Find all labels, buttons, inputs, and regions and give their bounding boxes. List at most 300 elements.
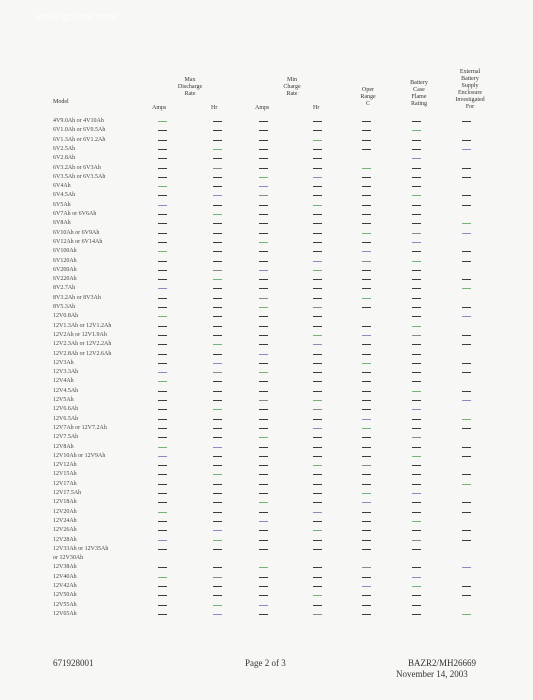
dash-mark (362, 577, 371, 578)
table-row (0, 117, 533, 126)
model-cell: 12V33Ah or 12V35Ah (53, 545, 109, 552)
dash-mark (259, 512, 268, 513)
table-row (0, 563, 533, 572)
table-row (0, 247, 533, 256)
dash-mark (313, 168, 322, 169)
dash-mark (412, 261, 421, 262)
dash-mark (158, 391, 167, 392)
dash-mark (259, 549, 268, 550)
table-row (0, 452, 533, 461)
dash-mark (213, 214, 222, 215)
dash-mark (462, 456, 471, 457)
table-row (0, 154, 533, 163)
dash-mark (462, 121, 471, 122)
dash-mark (213, 298, 222, 299)
dash-mark (412, 409, 421, 410)
model-cell: 6V220Ah (53, 276, 77, 283)
dash-mark (213, 512, 222, 513)
dash-mark (362, 335, 371, 336)
dash-mark (259, 298, 268, 299)
dash-mark (259, 437, 268, 438)
header-line: For (465, 104, 475, 110)
dash-mark (412, 521, 421, 522)
table-row (0, 173, 533, 182)
dash-mark (158, 614, 167, 615)
dash-mark (362, 586, 371, 587)
dash-mark (462, 391, 471, 392)
dash-mark (158, 158, 167, 159)
dash-mark (313, 502, 322, 503)
dash-mark (213, 344, 222, 345)
header-line: Max (184, 77, 196, 83)
dash-mark (362, 168, 371, 169)
header-line: Min (286, 77, 297, 83)
dash-mark (213, 447, 222, 448)
model-cell: 12V2Ah or 12V1.9Ah (53, 331, 107, 338)
dash-mark (462, 474, 471, 475)
dash-mark (259, 177, 268, 178)
dash-mark (259, 567, 268, 568)
header-oper-range (350, 87, 386, 108)
model-cell: 6V2.8Ah (53, 155, 76, 162)
dash-mark (313, 549, 322, 550)
table-row (0, 554, 533, 563)
dash-mark (313, 372, 322, 373)
dash-mark (313, 381, 322, 382)
dash-mark (158, 121, 167, 122)
dash-mark (462, 363, 471, 364)
dash-mark (158, 540, 167, 541)
dash-mark (313, 279, 322, 280)
dash-mark (158, 298, 167, 299)
dash-mark (313, 149, 322, 150)
dash-mark (462, 251, 471, 252)
dash-mark (313, 205, 322, 206)
table-row (0, 387, 533, 396)
dash-mark (259, 540, 268, 541)
dash-mark (158, 242, 167, 243)
table-row (0, 498, 533, 507)
table-row (0, 191, 533, 200)
dash-mark (362, 605, 371, 606)
dash-mark (362, 233, 371, 234)
dash-mark (313, 316, 322, 317)
header-line: C (365, 101, 370, 107)
dash-mark (462, 205, 471, 206)
dash-mark (362, 130, 371, 131)
dash-mark (158, 605, 167, 606)
table-row (0, 229, 533, 238)
dash-mark (213, 149, 222, 150)
model-cell: 12V20Ah (53, 508, 77, 515)
table-row (0, 331, 533, 340)
model-cell: 12V6.6Ah (53, 406, 79, 413)
dash-mark (213, 605, 222, 606)
dash-mark (412, 484, 421, 485)
dash-mark (412, 307, 421, 308)
dash-mark (213, 288, 222, 289)
dash-mark (259, 233, 268, 234)
dash-mark (213, 474, 222, 475)
dash-mark (259, 326, 268, 327)
table-row (0, 238, 533, 247)
dash-mark (412, 595, 421, 596)
dash-mark (259, 158, 268, 159)
dash-mark (313, 577, 322, 578)
dash-mark (462, 567, 471, 568)
dash-mark (158, 521, 167, 522)
header-max-discharge-rate (165, 77, 215, 98)
header-line: Flame (411, 94, 427, 100)
dash-mark (158, 307, 167, 308)
dash-mark (259, 381, 268, 382)
table-row (0, 126, 533, 135)
header-line: Charge (283, 84, 301, 90)
dash-mark (412, 605, 421, 606)
dash-mark (462, 316, 471, 317)
table-row (0, 470, 533, 479)
dash-mark (313, 512, 322, 513)
dash-mark (313, 474, 322, 475)
header-line: Battery (410, 80, 428, 86)
dash-mark (412, 372, 421, 373)
dash-mark (259, 614, 268, 615)
dash-mark (213, 484, 222, 485)
dash-mark (462, 586, 471, 587)
dash-mark (412, 335, 421, 336)
dash-mark (213, 372, 222, 373)
dash-mark (213, 409, 222, 410)
dash-mark (362, 214, 371, 215)
dash-mark (362, 326, 371, 327)
table-row (0, 526, 533, 535)
dash-mark (313, 326, 322, 327)
dash-mark (362, 484, 371, 485)
dash-mark (412, 298, 421, 299)
model-cell: 12V42Ah (53, 583, 77, 589)
dash-mark (213, 419, 222, 420)
dash-mark (158, 335, 167, 336)
model-cell: 4V9.0Ah or 4V10Ah (53, 118, 104, 124)
model-cell: 12V5Ah (53, 397, 74, 403)
dash-mark (412, 512, 421, 513)
dash-mark (313, 428, 322, 429)
table-row (0, 536, 533, 545)
dash-mark (158, 502, 167, 503)
dash-mark (412, 242, 421, 243)
model-cell: 12V2.8Ah or 12V2.6Ah (53, 350, 112, 357)
table-row (0, 136, 533, 145)
table-row (0, 359, 533, 368)
dash-mark (213, 177, 222, 178)
dash-mark (362, 419, 371, 420)
reference-number: BAZR2/MH26669 (408, 658, 477, 668)
dash-mark (362, 288, 371, 289)
dash-mark (462, 140, 471, 141)
dash-mark (412, 428, 421, 429)
dash-mark (412, 391, 421, 392)
model-cell: 12V7.5Ah (53, 434, 79, 441)
dash-mark (362, 614, 371, 615)
dash-mark (412, 326, 421, 327)
dash-mark (313, 400, 322, 401)
dash-mark (412, 577, 421, 578)
model-cell: or 12V30Ah (53, 555, 84, 562)
subheader-amps-discharge: Amps (152, 105, 167, 111)
dash-mark (158, 214, 167, 215)
dash-mark (412, 130, 421, 131)
header-battery-case-flame-rating (398, 80, 440, 108)
model-cell: 12V3Ah (53, 359, 74, 366)
table-row (0, 145, 533, 154)
table-row (0, 424, 533, 433)
dash-mark (213, 577, 222, 578)
dash-mark (158, 186, 167, 187)
dash-mark (259, 307, 268, 308)
watermark-text: www.golfbw.com (36, 12, 117, 23)
model-cell: 6V120Ah (53, 257, 77, 264)
dash-mark (362, 363, 371, 364)
dash-mark (213, 316, 222, 317)
model-cell: 6V7Ah or 6V6Ah (53, 211, 97, 217)
dash-mark (362, 298, 371, 299)
dash-mark (259, 140, 268, 141)
dash-mark (213, 614, 222, 615)
dash-mark (259, 363, 268, 364)
dash-mark (259, 214, 268, 215)
table-row (0, 266, 533, 275)
dash-mark (362, 595, 371, 596)
dash-mark (313, 354, 322, 355)
model-cell: 6V4.5Ah (53, 192, 76, 199)
dash-mark (213, 381, 222, 382)
table-row (0, 312, 533, 321)
dash-mark (313, 456, 322, 457)
dash-mark (412, 419, 421, 420)
dash-mark (462, 530, 471, 531)
dash-mark (259, 288, 268, 289)
dash-mark (259, 493, 268, 494)
dash-mark (158, 223, 167, 224)
dash-mark (313, 530, 322, 531)
dash-mark (362, 279, 371, 280)
dash-mark (313, 214, 322, 215)
dash-mark (362, 456, 371, 457)
model-cell: 12V65Ah (53, 610, 77, 617)
dash-mark (158, 428, 167, 429)
dash-mark (213, 400, 222, 401)
dash-mark (313, 521, 322, 522)
dash-mark (412, 381, 421, 382)
dash-mark (412, 121, 421, 122)
dash-mark (213, 391, 222, 392)
model-cell: 6V8Ah (53, 220, 71, 227)
dash-mark (462, 223, 471, 224)
subheader-hr-charge: Hr (313, 105, 320, 111)
dash-mark (213, 502, 222, 503)
dash-mark (412, 223, 421, 224)
dash-mark (259, 391, 268, 392)
dash-mark (158, 316, 167, 317)
table-row (0, 303, 533, 312)
model-cell: 6V1.0Ah or 6V0.5Ah (53, 127, 106, 134)
dash-mark (259, 465, 268, 466)
dash-mark (462, 595, 471, 596)
dash-mark (412, 549, 421, 550)
dash-mark (213, 549, 222, 550)
model-cell: 12V6.5Ah (53, 415, 79, 422)
dash-mark (462, 149, 471, 150)
dash-mark (412, 437, 421, 438)
dash-mark (313, 614, 322, 615)
model-cell: 12V26Ah (53, 527, 77, 534)
dash-mark (158, 567, 167, 568)
model-cell: 8V2.7Ah (53, 285, 76, 292)
dash-mark (313, 605, 322, 606)
dash-mark (313, 493, 322, 494)
dash-mark (362, 205, 371, 206)
model-cell: 6V1.3Ah or 6V1.2Ah (53, 136, 106, 143)
table-row (0, 517, 533, 526)
dash-mark (313, 307, 322, 308)
dash-mark (158, 465, 167, 466)
model-cell: 12V28Ah (53, 536, 77, 543)
header-line: Discharge (177, 84, 203, 90)
dash-mark (313, 484, 322, 485)
dash-mark (158, 419, 167, 420)
dash-mark (259, 168, 268, 169)
dash-mark (259, 502, 268, 503)
table-row (0, 377, 533, 386)
dash-mark (213, 168, 222, 169)
dash-mark (158, 493, 167, 494)
dash-mark (412, 354, 421, 355)
dash-mark (259, 456, 268, 457)
dash-mark (362, 465, 371, 466)
dash-mark (412, 502, 421, 503)
dash-mark (259, 251, 268, 252)
dash-mark (462, 344, 471, 345)
dash-mark (412, 270, 421, 271)
table-row (0, 610, 533, 619)
table-row (0, 350, 533, 359)
dash-mark (158, 205, 167, 206)
dash-mark (313, 158, 322, 159)
dash-mark (313, 465, 322, 466)
dash-mark (313, 195, 322, 196)
header-line: External (459, 69, 481, 75)
header-min-charge-rate (267, 77, 317, 98)
dash-mark (362, 493, 371, 494)
dash-mark (158, 149, 167, 150)
dash-mark (259, 121, 268, 122)
dash-mark (158, 251, 167, 252)
dash-mark (158, 409, 167, 410)
model-cell: 12V17.5Ah (53, 490, 82, 496)
dash-mark (259, 409, 268, 410)
dash-mark (213, 261, 222, 262)
dash-mark (158, 372, 167, 373)
dash-mark (313, 270, 322, 271)
dash-mark (213, 567, 222, 568)
dash-mark (362, 521, 371, 522)
dash-mark (213, 251, 222, 252)
dash-mark (213, 363, 222, 364)
dash-mark (412, 447, 421, 448)
model-cell: 12V24Ah (53, 517, 77, 524)
dash-mark (158, 344, 167, 345)
dash-mark (362, 549, 371, 550)
header-line: Rate (184, 91, 196, 97)
dash-mark (412, 177, 421, 178)
dash-mark (412, 363, 421, 364)
dash-mark (362, 474, 371, 475)
dash-mark (412, 456, 421, 457)
dash-mark (313, 391, 322, 392)
dash-mark (462, 400, 471, 401)
dash-mark (412, 530, 421, 531)
header-model: Model (53, 99, 69, 105)
dash-mark (362, 502, 371, 503)
dash-mark (158, 456, 167, 457)
dash-mark (462, 288, 471, 289)
dash-mark (412, 168, 421, 169)
dash-mark (362, 540, 371, 541)
dash-mark (259, 484, 268, 485)
dash-mark (259, 586, 268, 587)
dash-mark (462, 195, 471, 196)
dash-mark (158, 354, 167, 355)
dash-mark (313, 567, 322, 568)
dash-mark (213, 121, 222, 122)
dash-mark (259, 186, 268, 187)
dash-mark (259, 530, 268, 531)
dash-mark (362, 242, 371, 243)
table-row (0, 508, 533, 517)
model-cell: 12V10Ah or 12V9Ah (53, 452, 106, 459)
dash-mark (259, 428, 268, 429)
dash-mark (313, 130, 322, 131)
dash-mark (213, 233, 222, 234)
header-line: Supply (461, 83, 479, 89)
model-cell: 12V7Ah or 12V7.2Ah (53, 424, 107, 431)
dash-mark (259, 372, 268, 373)
dash-mark (412, 251, 421, 252)
model-cell: 6V4Ah (53, 183, 71, 190)
dash-mark (158, 586, 167, 587)
dash-mark (462, 502, 471, 503)
dash-mark (362, 428, 371, 429)
table-row (0, 182, 533, 191)
dash-mark (259, 279, 268, 280)
model-cell: 12V3.3Ah (53, 369, 79, 376)
dash-mark (158, 130, 167, 131)
dash-mark (313, 288, 322, 289)
dash-mark (412, 158, 421, 159)
dash-mark (362, 121, 371, 122)
dash-mark (462, 614, 471, 615)
model-cell: 8V5.3Ah (53, 304, 76, 310)
dash-mark (213, 279, 222, 280)
header-line: Oper (362, 87, 374, 93)
table-row (0, 257, 533, 266)
dash-mark (462, 307, 471, 308)
dash-mark (259, 595, 268, 596)
dash-mark (313, 419, 322, 420)
dash-mark (313, 223, 322, 224)
model-cell: 12V4.5Ah (53, 387, 79, 394)
model-cell: 8V3.2Ah or 8V3Ah (53, 294, 101, 301)
